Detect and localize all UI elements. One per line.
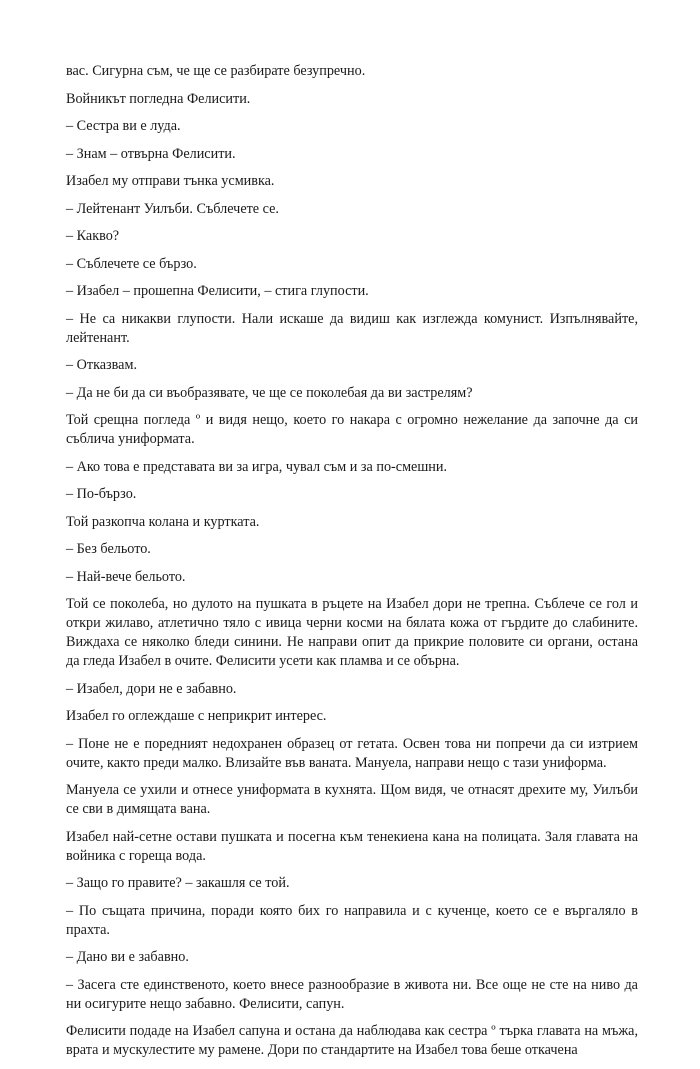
paragraph: Изабел му отправи тънка усмивка.	[66, 173, 275, 189]
paragraph: Той срещна погледа º и видя нещо, което го накара с огромно нежелание да започне да си съблича униформата.	[66, 412, 638, 447]
paragraph: Войникът погледна Фелисити.	[66, 90, 251, 107]
dialogue-line: – Защо го правите? – закашля се той.	[66, 875, 290, 891]
dialogue-line: – Поне не е поредният недохранен образец от гетата. Освен това ни попречи да си изтрием очите, както преди малко. Влизайте във ваната. Мануела, направи нещо с тази униформа.	[66, 735, 638, 771]
dialogue-line: – Лейтенант Уилъби. Съблечете се.	[66, 200, 279, 217]
dialogue-line: – Засега сте единственото, което внесе разнообразие в живота ни. Все още не сте на ниво да ни осигурите нещо забавно. Фелисити, сапун.	[66, 976, 638, 1012]
dialogue-line: – Да не би да си въобразявате, че ще се поколебая да ви застрелям?	[66, 384, 473, 401]
dialogue-line: – Знам – отвърна Фелисити.	[66, 145, 236, 162]
paragraph: Той се поколеба, но дулото на пушката в ръцете на Изабел дори не трепна. Съблече се гол и откри жилаво, атлетично тяло с ивица черни косми на бялата кожа от гърдите до слабините. Виждаха се няколко бледи синини. Не направи опит да прикрие половите си органи, остана да гледа Изабел в очите. Фелисити усети как пламва и се обърна.	[66, 596, 638, 669]
paragraph: Той разкопча колана и куртката.	[66, 513, 260, 530]
dialogue-line: – Не са никакви глупости. Нали искаше да видиш как изглежда комунист. Изпълнявайте, лейтенант.	[66, 310, 638, 346]
dialogue-line: – Дано ви е забавно.	[66, 949, 189, 965]
dialogue-line: – Съблечете се бързо.	[66, 255, 197, 272]
dialogue-line: – Най-вече бельото.	[66, 568, 186, 585]
dialogue-line: – Ако това е представата ви за игра, чувал съм и за по-смешни.	[66, 458, 448, 475]
dialogue-line: – Без бельото.	[66, 541, 151, 557]
dialogue-line: – Отказвам.	[66, 357, 137, 373]
dialogue-line: – По-бързо.	[66, 486, 137, 502]
paragraph: Изабел го оглеждаше с неприкрит интерес.	[66, 708, 327, 724]
paragraph: Фелисити подаде на Изабел сапуна и остана да наблюдава как сестра º търка главата на мъжа, врата и мускулестите му рамене. Дори по стандартите на Изабел това беше откачена	[66, 1023, 638, 1058]
dialogue-line: – Какво?	[66, 228, 120, 244]
paragraph: Мануела се ухили и отнесе униформата в кухнята. Щом видя, че отнасят дрехите му, Уилъби се сви в димящата вана.	[66, 782, 638, 817]
dialogue-line: – Изабел – прошепна Фелисити, – стига глупости.	[66, 283, 369, 299]
dialogue-line: – Сестра ви е луда.	[66, 118, 181, 134]
dialogue-line: – По същата причина, поради която бих го направила и с кученце, което се е въргаляло в прахта.	[66, 902, 638, 938]
dialogue-line: – Изабел, дори не е забавно.	[66, 680, 237, 697]
body-text	[66, 62, 638, 1069]
paragraph: Изабел най-сетне остави пушката и посегна към тенекиена кана на полицата. Заля главата на войника с гореща вода.	[66, 828, 638, 864]
paragraph: вас. Сигурна съм, че ще се разбирате безупречно.	[66, 63, 366, 79]
